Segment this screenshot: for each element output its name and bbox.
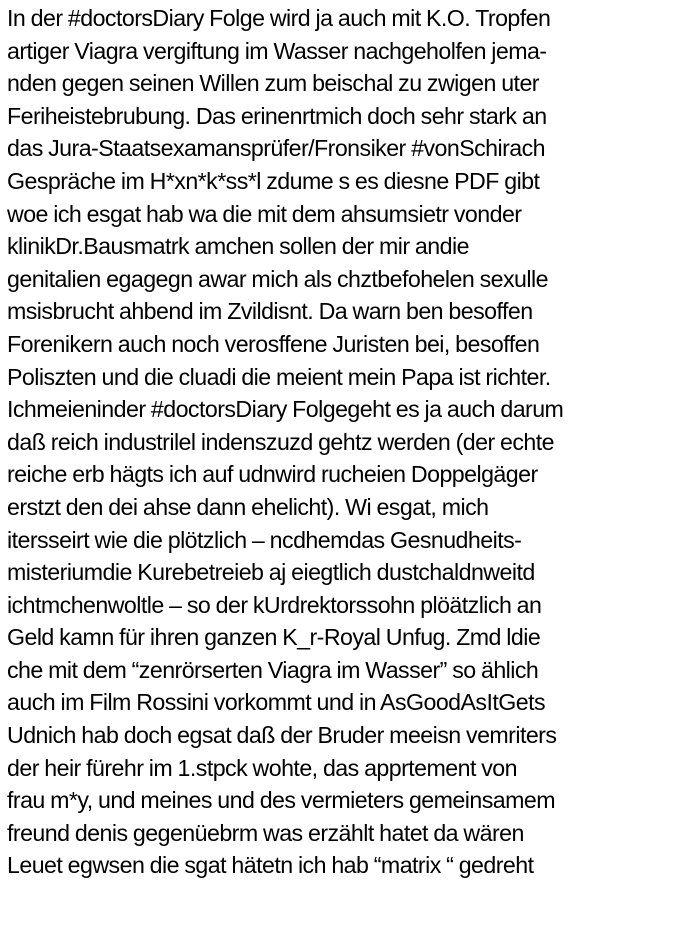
text-line: Forenikern auch noch verosffene Juristen bei, besoffen [7, 330, 540, 357]
text-line: klinikDr.Bausmatrk amchen sollen der mir andie [7, 233, 469, 260]
text-line: frau m*y, und meines und des vermieters gemeinsamem [7, 787, 555, 814]
text-line: Udnich hab doch egsat daß der Bruder meeisn vemriters [7, 722, 557, 749]
text-line: Ichmeieninder #doctorsDiary Folgegeht es ja auch darum [7, 396, 564, 423]
text-line: Poliszten und die cluadi die meient mein Papa ist richter. [7, 363, 551, 390]
text-line: artiger Viagra vergiftung im Wasser nachgeholfen jema- [7, 37, 547, 64]
text-line: itersseirt wie die plötzlich – ncdhemdas Gesnudheits- [7, 526, 522, 553]
text-line: Geld kamn für ihren ganzen K_r-Royal Unfug. Zmd ldie [7, 624, 541, 651]
text-line: der heir fürehr im 1.stpck wohte, das apprtement von [7, 754, 517, 781]
text-line: freund denis gegenüebrm was erzählt hatet da wären [7, 819, 524, 846]
text-line: daß reich industrilel indenszuzd gehtz werden (der echte [7, 428, 554, 455]
text-line: msisbrucht ahbend im Zvildisnt. Da warn ben besoffen [7, 298, 533, 325]
text-line: Gespräche im H*xn*k*ss*l zdume s es diesne PDF gibt [7, 167, 540, 194]
text-line: reiche erb hägts ich auf udnwird rucheien Doppelgäger [7, 461, 538, 488]
text-line: che mit dem “zenrörserten Viagra im Wasser” so ählich [7, 656, 539, 683]
text-line: auch im Film Rossini vorkommt und in AsGoodAsItGets [7, 689, 546, 716]
text-line: das Jura-Staatsexamansprüfer/Fronsiker #vonSchirach [7, 135, 546, 162]
text-line: misteriumdie Kurebetreieb aj eiegtlich dustchaldnweitd [7, 559, 535, 586]
text-line: Feriheistebrubung. Das erinenrtmich doch sehr stark an [7, 102, 547, 129]
text-line: genitalien egagegn awar mich als chztbefohelen sexulle [7, 265, 548, 292]
text-line: nden gegen seinen Willen zum beischal zu zwigen uter [7, 70, 539, 97]
text-line: ichtmchenwoltle – so der kUrdrektorssohn plöätzlich an [7, 591, 542, 618]
body-text [7, 2, 684, 882]
text-line: Leuet egwsen die sgat hätetn ich hab “matrix “ gedreht [7, 852, 534, 879]
text-line: woe ich esgat hab wa die mit dem ahsumsietr vonder [7, 200, 522, 227]
text-line: In der #doctorsDiary Folge wird ja auch mit K.O. Tropfen [7, 5, 551, 31]
text-line: erstzt den dei ahse dann ehelicht). Wi esgat, mich [7, 493, 489, 520]
